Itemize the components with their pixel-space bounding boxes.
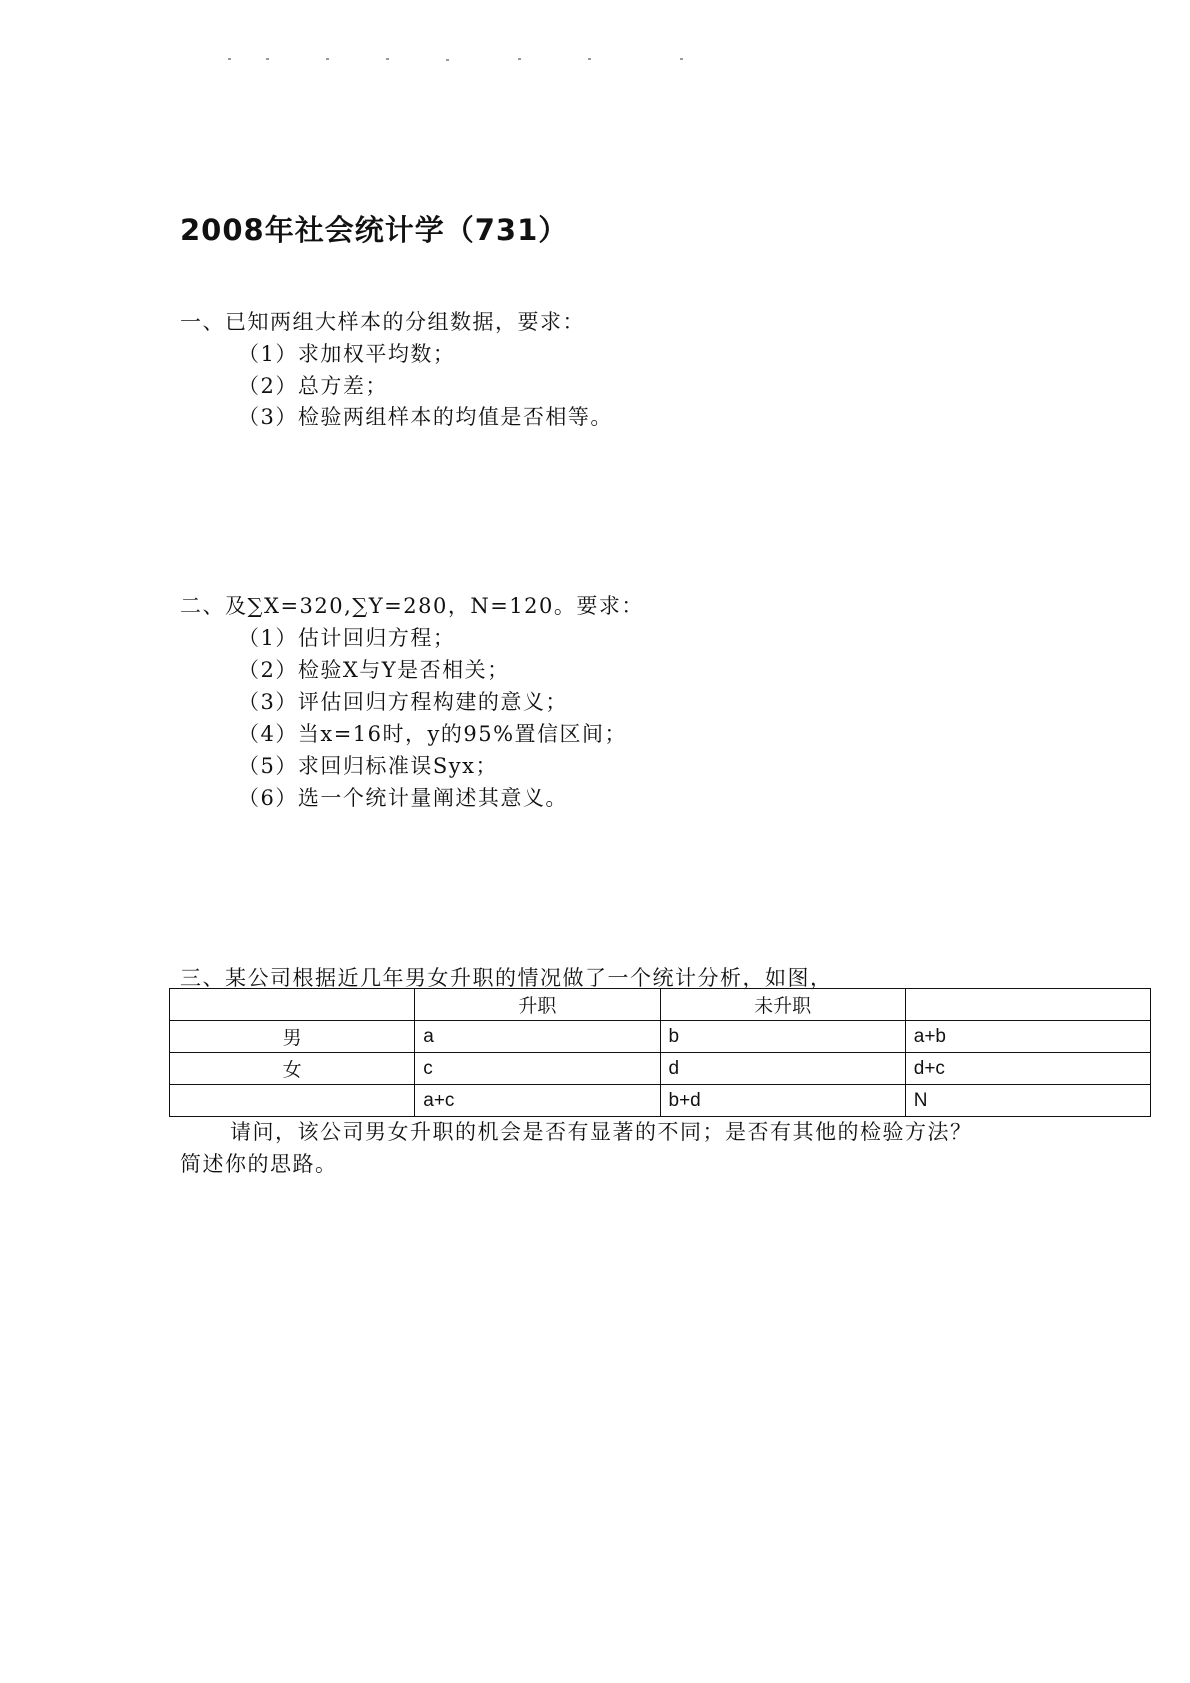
table-header-row bbox=[170, 989, 1151, 1021]
table-cell: b+d bbox=[660, 1085, 905, 1117]
question-2-item: （2）检验X与Y是否相关； bbox=[238, 658, 510, 682]
table-row bbox=[170, 1021, 1151, 1053]
table-cell: 女 bbox=[170, 1053, 415, 1085]
page-title: 2008年社会统计学（731） bbox=[180, 213, 569, 247]
question-2-item: （6）选一个统计量阐述其意义。 bbox=[238, 786, 568, 810]
question-2-item: （5）求回归标准误Syx； bbox=[238, 754, 498, 778]
question-2-stem: 二、及∑X=320,∑Y=280，N=120。要求： bbox=[180, 594, 644, 618]
table-cell: N bbox=[905, 1085, 1150, 1117]
scan-specks bbox=[228, 58, 708, 64]
question-1-stem: 一、已知两组大样本的分组数据，要求： bbox=[180, 310, 585, 334]
table-cell: a bbox=[415, 1021, 660, 1053]
question-2-item: （3）评估回归方程构建的意义； bbox=[238, 690, 568, 714]
question-1-item: （3）检验两组样本的均值是否相等。 bbox=[238, 405, 613, 429]
table-cell: 男 bbox=[170, 1021, 415, 1053]
table-row bbox=[170, 1085, 1151, 1117]
table-header-cell: 升职 bbox=[415, 989, 660, 1021]
table-cell: a+c bbox=[415, 1085, 660, 1117]
promotion-contingency-table bbox=[169, 988, 1151, 1117]
table-row bbox=[170, 1053, 1151, 1085]
question-1-item: （1）求加权平均数； bbox=[238, 342, 456, 366]
question-2-item: （4）当x=16时，y的95%置信区间； bbox=[238, 722, 628, 746]
question-3-stem: 三、某公司根据近几年男女升职的情况做了一个统计分析，如图， bbox=[180, 966, 833, 990]
table-header-cell bbox=[170, 989, 415, 1021]
question-3-text: 简述你的思路。 bbox=[180, 1152, 338, 1176]
table-cell: d+c bbox=[905, 1053, 1150, 1085]
table-cell: a+b bbox=[905, 1021, 1150, 1053]
table-cell: b bbox=[660, 1021, 905, 1053]
question-3-text: 请问，该公司男女升职的机会是否有显著的不同；是否有其他的检验方法？ bbox=[230, 1120, 973, 1144]
table-header-cell: 未升职 bbox=[660, 989, 905, 1021]
question-1-item: （2）总方差； bbox=[238, 374, 388, 398]
table-cell: c bbox=[415, 1053, 660, 1085]
table-cell: d bbox=[660, 1053, 905, 1085]
table-header-cell bbox=[905, 989, 1150, 1021]
question-2-item: （1）估计回归方程； bbox=[238, 626, 456, 650]
table-cell bbox=[170, 1085, 415, 1117]
